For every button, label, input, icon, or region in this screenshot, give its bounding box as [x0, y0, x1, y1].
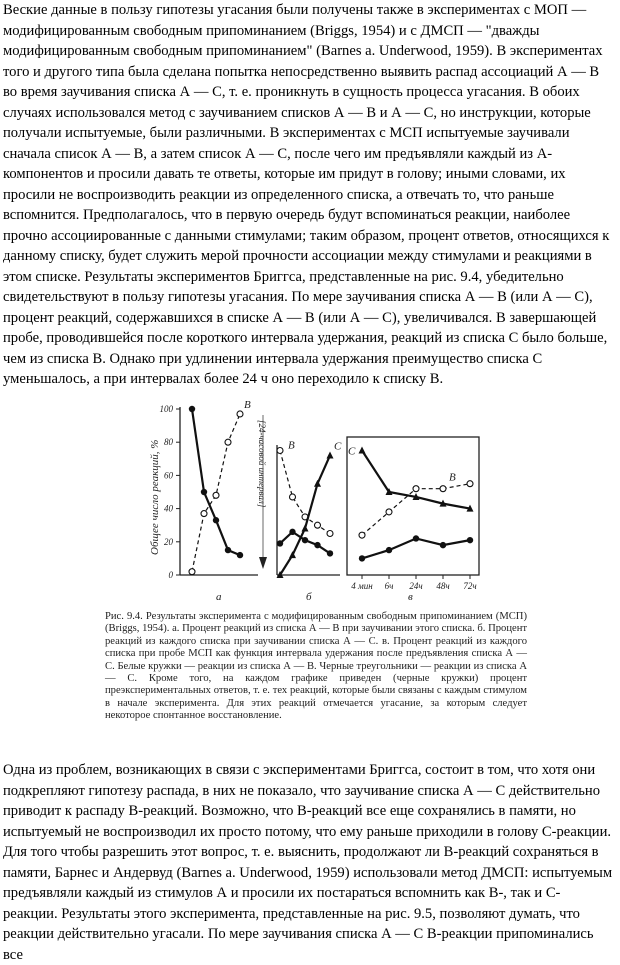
x-tick-label: 48ч — [436, 581, 450, 591]
data-point-3-1-1 — [359, 532, 365, 538]
y-tick-label: 100 — [159, 404, 173, 414]
y-tick-label: 60 — [164, 470, 173, 481]
panel-label-c: в — [408, 591, 413, 603]
data-point-1-1-2 — [201, 511, 207, 517]
data-point-2-3-3 — [302, 537, 308, 543]
data-point-1-2-2 — [201, 489, 207, 495]
x-tick-label: 72ч — [463, 581, 477, 591]
series-label-2-1: В — [288, 439, 295, 452]
y-tick-label: 40 — [164, 503, 173, 514]
data-point-3-1-4 — [440, 486, 446, 492]
panel-label-b: б — [306, 591, 312, 603]
x-tick-label: 6ч — [384, 581, 394, 591]
series-label-1-1: В — [244, 398, 251, 411]
data-point-3-3-1 — [359, 555, 365, 561]
interval-label: [24-часовой интервал] — [257, 420, 267, 508]
data-point-3-3-2 — [386, 547, 392, 553]
data-point-3-3-5 — [467, 537, 473, 543]
y-tick-label: 20 — [164, 536, 173, 547]
data-point-2-1-1 — [277, 448, 283, 454]
data-point-1-1-1 — [189, 569, 195, 575]
paragraph-2: Одна из проблем, возникающих в связи с экспериментами Бриггса, состоит в том, что хотя они подкрепляют гипотезу распада, в них не показало, что заучивание списка А — С действительно приводит к распаду В-реакций. Возможно, что В-реакций все еще сохранялись в памяти, но испытуемый не воспроизводил их просто потому, что ему раньше приходили в голову С-реакции. Для того чтобы разрешить этот вопрос, т. е. выяснить, продолжают ли В-реакций сохраняться в памяти, Барнес и Андервуд (Barnes a. Underwood, 1959) использовали метод ДМСП: испытуемым предъявляли каждый из стимулов А и просили их постараться вспомнить как В-, так и С-реакции. Результаты этого эксперимента, представленные на рис. 9.5, позволяют думать, что реакции действительно угасали. По мере заучивания списка А — С В-реакции припоминались все — [3, 762, 613, 963]
data-point-2-3-4 — [314, 542, 320, 548]
figure-caption: Рис. 9.4. Результаты эксперимента с модифицированным свободным припоминанием (МСП) (Briggs, 1954). а. Процент реакций из списка А — В при заучивании этого списка. б. Процент реакций из каждого списка при заучивании списка А — С. в. Процент реакций из каждого списка при пробе МСП как функция интервала удержания после предъявления списка А — С. Белые кружки — реакции из списка А — В. Черные треугольники — реакции из списка А — С. Кроме того, на каждом графике приведен (черные кружки) процент преэкспериментальных ответов, т. е. тех реакций, которые были связаны с каждым стимулом в начале эксперимента. Для этих реакций отмечается угасание, за которым следует некоторое спонтанное восстановление. — [105, 611, 527, 722]
data-point-3-1-5 — [467, 481, 473, 487]
data-point-1-2-5 — [237, 552, 243, 558]
y-axis-label: Общее число реакций, % — [149, 439, 161, 555]
figure-9-4 — [0, 395, 620, 753]
x-tick-label: 24ч — [409, 581, 423, 591]
data-point-2-1-5 — [327, 531, 333, 537]
data-point-2-1-2 — [290, 494, 296, 500]
data-point-2-3-1 — [277, 540, 283, 546]
data-point-1-1-3 — [213, 492, 219, 498]
data-point-1-1-5 — [237, 411, 243, 417]
data-point-2-3-2 — [289, 529, 295, 535]
data-point-1-2-3 — [213, 517, 219, 523]
data-point-3-3-3 — [413, 535, 419, 541]
x-tick-label: 4 мин — [351, 581, 373, 591]
paragraph-1: Веские данные в пользу гипотезы угасания были получены также в экспериментах с МОП — модифицированным свободным припоминанием (Briggs, 1954) и с ДМСП — "дважды модифицированным свободным припоминанием" (Barnes a. Underwood, 1959). В экспериментах того и другого типа была сделана попытка непосредственно выявить распад ассоциаций А — В во время заучивания списка А — С, т. е. проникнуть в сущность процесса угасания. В обоих случаях использовался метод с заучиванием списков А — В и А — С, но инструкции, которые получали испытуемые, были различными. В экспериментах с МСП испытуемые заучивали сначала список А — В, а затем список А — С, после чего им предъявляли каждый из А-компонентов и просили давать те ответы, которые им придут в голову; иными словами, их просили не воспроизводить реакции из определенного списка, а отвечать то, что раньше вспомнится. Предполагалось, что в первую очередь будут вспоминаться реакции, наиболее прочно ассоциированные с данными стимулами; таким образом, процент ответов, относящихся к данному списку, будет служить мерой прочности ассоциации между стимулами и реакциями в этом списке. Результаты экспериментов Бриггса, представленные на рис. 9.4, убедительно свидетельствуют в пользу гипотезы угасания. По мере заучивания списка А — В (или А — С), процент реакций, содержавшихся в списке А — В (или А — С), увеличивался. В завершающей пробе, проводившейся после короткого интервала удержания, реакций из списка С было больше, чем из списка В. Однако при удлинении интервала удержания преимущество списка С уменьшалось, а при интервалах более 24 ч оно переходило к списку В. — [3, 2, 610, 387]
data-point-1-2-4 — [225, 547, 231, 553]
data-point-1-2-1 — [189, 406, 195, 412]
data-point-1-1-4 — [225, 439, 231, 445]
data-point-2-1-4 — [315, 522, 321, 528]
y-tick-label: 80 — [164, 437, 173, 448]
data-point-3-1-2 — [386, 509, 392, 515]
data-point-3-1-3 — [413, 486, 419, 492]
series-label-2-2: С — [334, 440, 342, 453]
data-point-2-3-5 — [327, 550, 333, 556]
data-point-3-3-4 — [440, 542, 446, 548]
panel-label-a: а — [216, 591, 222, 603]
series-label-3-1: В — [449, 471, 456, 484]
series-label-3-2: С — [348, 445, 356, 458]
y-tick-label: 0 — [168, 570, 173, 580]
